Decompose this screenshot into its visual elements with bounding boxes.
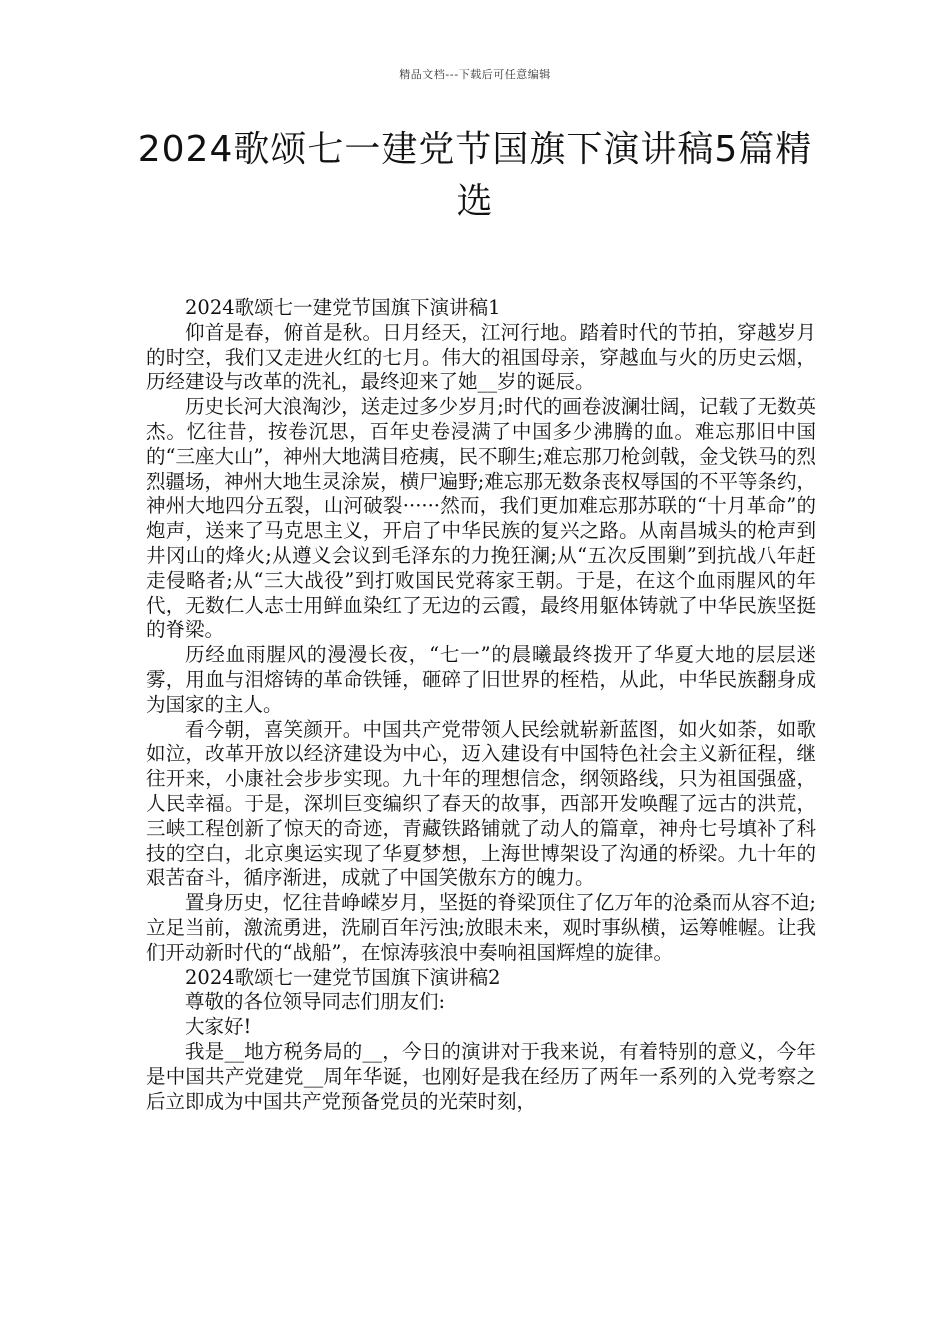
salutation: 尊敬的各位领导同志们朋友们: <box>185 990 446 1014</box>
paragraph: 置身历史，忆往昔峥嵘岁月，坚挺的脊梁顶住了亿万年的沧桑而从容不迫;立足当前，激流勇进，洗刷百年污浊;放眼未来，观时事纵横，运筹帷幄。让我们开动新时代的“战船”，在惊涛骇浪中奏响祖国辉煌的旋律。 <box>146 891 816 964</box>
paragraph: 仰首是春，俯首是秋。日月经天，江河行地。踏着时代的节拍，穿越岁月的时空，我们又走进火红的七月。伟大的祖国母亲，穿越血与火的历史云烟，历经建设与改革的洗礼，最终迎来了她__岁的诞辰。 <box>146 320 816 394</box>
paragraph: 看今朝，喜笑颜开。中国共产党带领人民绘就崭新蓝图，如火如荼，如歌如泣，改革开放以经济建设为中心，迈入建设有中国特色社会主义新征程，继往开来，小康社会步步实现。九十年的理想信念，纲领路线，只为祖国强盛，人民幸福。于是，深圳巨变编织了春天的故事，西部开发唤醒了远古的洪荒，三峡工程创新了惊天的奇迹，青藏铁路铺就了动人的篇章，神舟七号填补了科技的空白，北京奥运实现了华夏梦想，上海世博架设了沟通的桥梁。九十年的艰苦奋斗，循序渐进，成就了中国笑傲东方的魄力。 <box>146 717 816 890</box>
section-heading-1: 2024歌颂七一建党节国旗下演讲稿1 <box>185 296 501 319</box>
document-title: 2024歌颂七一建党节国旗下演讲稿5篇精选 <box>137 129 813 222</box>
document-body <box>146 296 816 1114</box>
greeting: 大家好! <box>185 1015 252 1039</box>
paragraph: 我是__地方税务局的__，今日的演讲对于我来说，有着特别的意义，今年是中国共产党建党__周年华诞，也刚好是我在经历了两年一系列的入党考察之后立即成为中国共产党预备党员的光荣时刻， <box>146 1039 816 1113</box>
paragraph: 历经血雨腥风的漫漫长夜，“七一”的晨曦最终拨开了华夏大地的层层迷雾，用血与泪熔铸的革命铁锤，砸碎了旧世界的桎梏，从此，中华民族翻身成为国家的主人。 <box>146 643 816 716</box>
section-heading-2: 2024歌颂七一建党节国旗下演讲稿2 <box>185 965 501 989</box>
paragraph: 历史长河大浪淘沙，送走过多少岁月;时代的画卷波澜壮阔，记载了无数英杰。忆往昔，按卷沉思，百年史卷浸满了中国多少沸腾的血。难忘那旧中国的“三座大山”，神州大地满目疮痍，民不聊生;难忘那刀枪剑戟，金戈铁马的烈烈疆场，神州大地生灵涂炭，横尸遍野;难忘那无数条丧权辱国的不平等条约，神州大地四分五裂，山河破裂······然而，我们更加难忘那苏联的“十月革命”的炮声，送来了马克思主义，开启了中华民族的复兴之路。从南昌城头的枪声到井冈山的烽火;从遵义会议到毛泽东的力挽狂澜;从“五次反围剿”到抗战八年赶走侵略者;从“三大战役”到打败国民党蒋家王朝。于是，在这个血雨腥风的年代，无数仁人志士用鲜血染红了无边的云霞，最终用躯体铸就了中华民族坚挺的脊梁。 <box>146 395 817 642</box>
page-header-note: 精品文档---下载后可任意编辑 <box>399 68 551 81</box>
